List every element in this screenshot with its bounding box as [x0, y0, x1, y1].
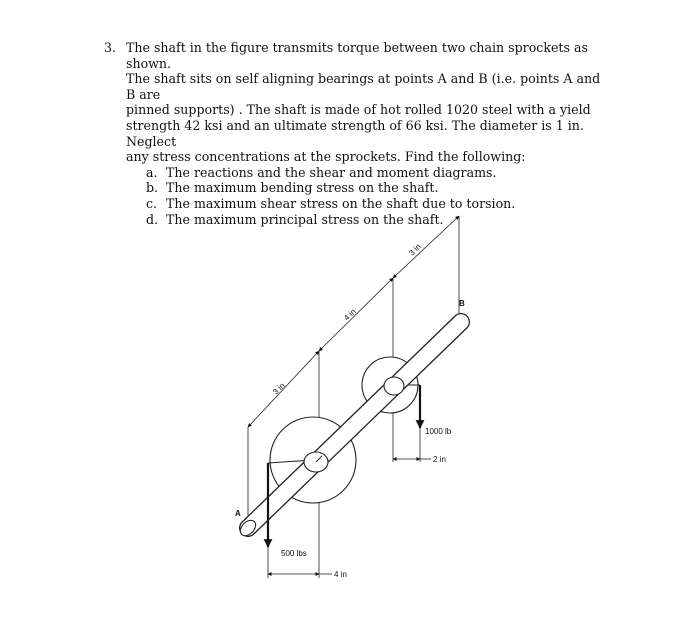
label-3in-left: 3 in — [271, 380, 287, 397]
statement-line: The shaft in the figure transmits torque between two chain sprockets as shown. — [126, 40, 588, 71]
subpart-text: The maximum bending stress on the shaft. — [166, 180, 439, 196]
subpart-letter: d. — [146, 211, 159, 227]
label-point-a: A — [235, 509, 241, 518]
right-hub — [384, 377, 404, 395]
label-500lbs: 500 lbs — [281, 549, 307, 558]
subpart-text: The maximum principal stress on the shaft. — [166, 211, 444, 227]
problem-number: 3. — [104, 40, 117, 55]
statement-line: strength 42 ksi and an ultimate strength of 66 ksi. The diameter is 1 in. Neglect — [126, 117, 584, 149]
label-1000lb: 1000 lb — [425, 427, 452, 436]
label-4in-radius: 4 in — [334, 570, 347, 579]
extension-lines — [248, 216, 459, 578]
subpart-letter: c. — [146, 195, 158, 211]
top-dimension-lines — [248, 216, 459, 427]
subpart-text: The maximum shear stress on the shaft due to torsion. — [166, 195, 516, 211]
subpart-text: The reactions and the shear and moment diagrams. — [166, 164, 497, 180]
label-3in-right: 3 in — [407, 241, 423, 258]
label-4in: 4 in — [342, 306, 358, 323]
label-point-b: B — [459, 299, 465, 308]
label-2in: 2 in — [433, 455, 446, 464]
subpart-letter: a. — [146, 164, 158, 180]
statement-line: The shaft sits on self aligning bearings at points A and B (i.e. points A and B are — [126, 71, 601, 102]
statement-line: any stress concentrations at the sprockets. Find the following: — [126, 149, 526, 165]
dim-line-3in-right — [393, 216, 459, 278]
subpart-letter: b. — [146, 180, 159, 196]
statement-line: pinned supports) . The shaft is made of hot rolled 1020 steel with a yield — [126, 102, 591, 118]
